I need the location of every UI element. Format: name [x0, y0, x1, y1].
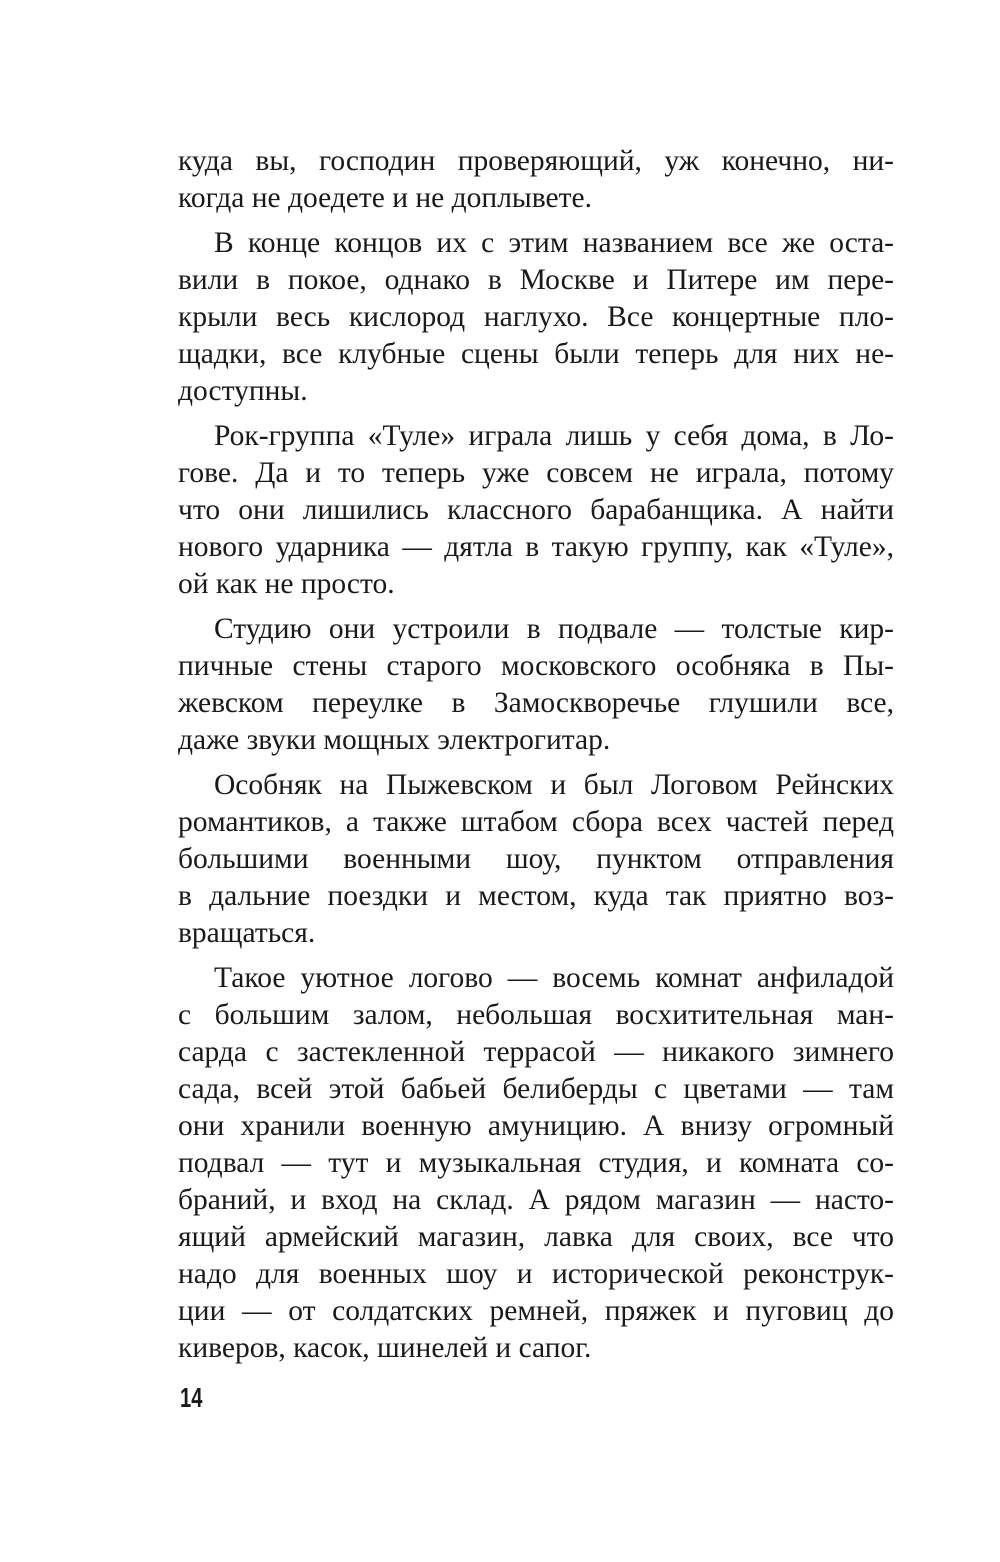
text-line: куда вы, господин проверяющий, уж конечно, ни- [178, 145, 894, 177]
paragraph-5 [178, 767, 894, 952]
text-line: когда не доедете и не доплывете. [178, 182, 592, 214]
text-line: доступны. [178, 375, 308, 407]
text-line: что они лишились классного барабанщика. А найти [178, 494, 894, 526]
text-line: они хранили военную амуницию. А внизу огромный [178, 1110, 894, 1142]
text-line: В конце концов их с этим названием все же оста- [214, 227, 894, 259]
text-line: гове. Да и то теперь уже совсем не играла, потому [178, 457, 894, 489]
text-line: Рок-группа «Туле» играла лишь у себя дома, в Ло- [214, 420, 894, 452]
text-line: в дальние поездки и местом, куда так приятно воз- [178, 880, 894, 912]
paragraph-4 [178, 611, 894, 759]
body-text [178, 143, 894, 1367]
text-line: подвал — тут и музыкальная студия, и комната со- [178, 1147, 894, 1179]
text-line: киверов, касок, шинелей и сапог. [178, 1332, 592, 1364]
text-line: даже звуки мощных электрогитар. [178, 724, 611, 756]
text-line: Такое уютное логово — восемь комнат анфиладой [214, 962, 894, 994]
text-line: крыли весь кислород наглухо. Все концертные пло- [178, 301, 894, 333]
paragraph-1 [178, 143, 894, 217]
text-line: сарда с застекленной террасой — никакого зимнего [178, 1036, 894, 1068]
text-line: Студию они устроили в подвале — толстые кир- [214, 613, 894, 645]
text-line: браний, и вход на склад. А рядом магазин — насто- [178, 1184, 894, 1216]
text-line: ции — от солдатских ремней, пряжек и пуговиц до [178, 1295, 894, 1327]
text-line: Особняк на Пыжевском и был Логовом Рейнских [214, 769, 894, 801]
text-line: ой как не просто. [178, 568, 395, 600]
text-line: сада, всей этой бабьей белиберды с цветами — там [178, 1073, 894, 1105]
paragraph-6 [178, 960, 894, 1367]
text-line: пичные стены старого московского особняка в Пы- [178, 650, 894, 682]
text-line: большими военными шоу, пунктом отправления [178, 843, 894, 875]
text-line: надо для военных шоу и исторической реконструк- [178, 1258, 894, 1290]
text-line: вращаться. [178, 917, 316, 949]
text-line: с большим залом, небольшая восхитительная ман- [178, 999, 894, 1031]
text-line: щадки, все клубные сцены были теперь для них не- [178, 338, 894, 370]
page-number: 14 [180, 1382, 203, 1413]
paragraph-2 [178, 225, 894, 410]
text-line: вили в покое, однако в Москве и Питере им пере- [178, 264, 894, 296]
text-line: романтиков, а также штабом сбора всех частей перед [178, 806, 894, 838]
text-line: нового ударника — дятла в такую группу, как «Туле», [178, 531, 894, 563]
text-line: жевском переулке в Замоскворечье глушили все, [178, 687, 894, 719]
text-line: ящий армейский магазин, лавка для своих, все что [178, 1221, 894, 1253]
paragraph-3 [178, 418, 894, 603]
